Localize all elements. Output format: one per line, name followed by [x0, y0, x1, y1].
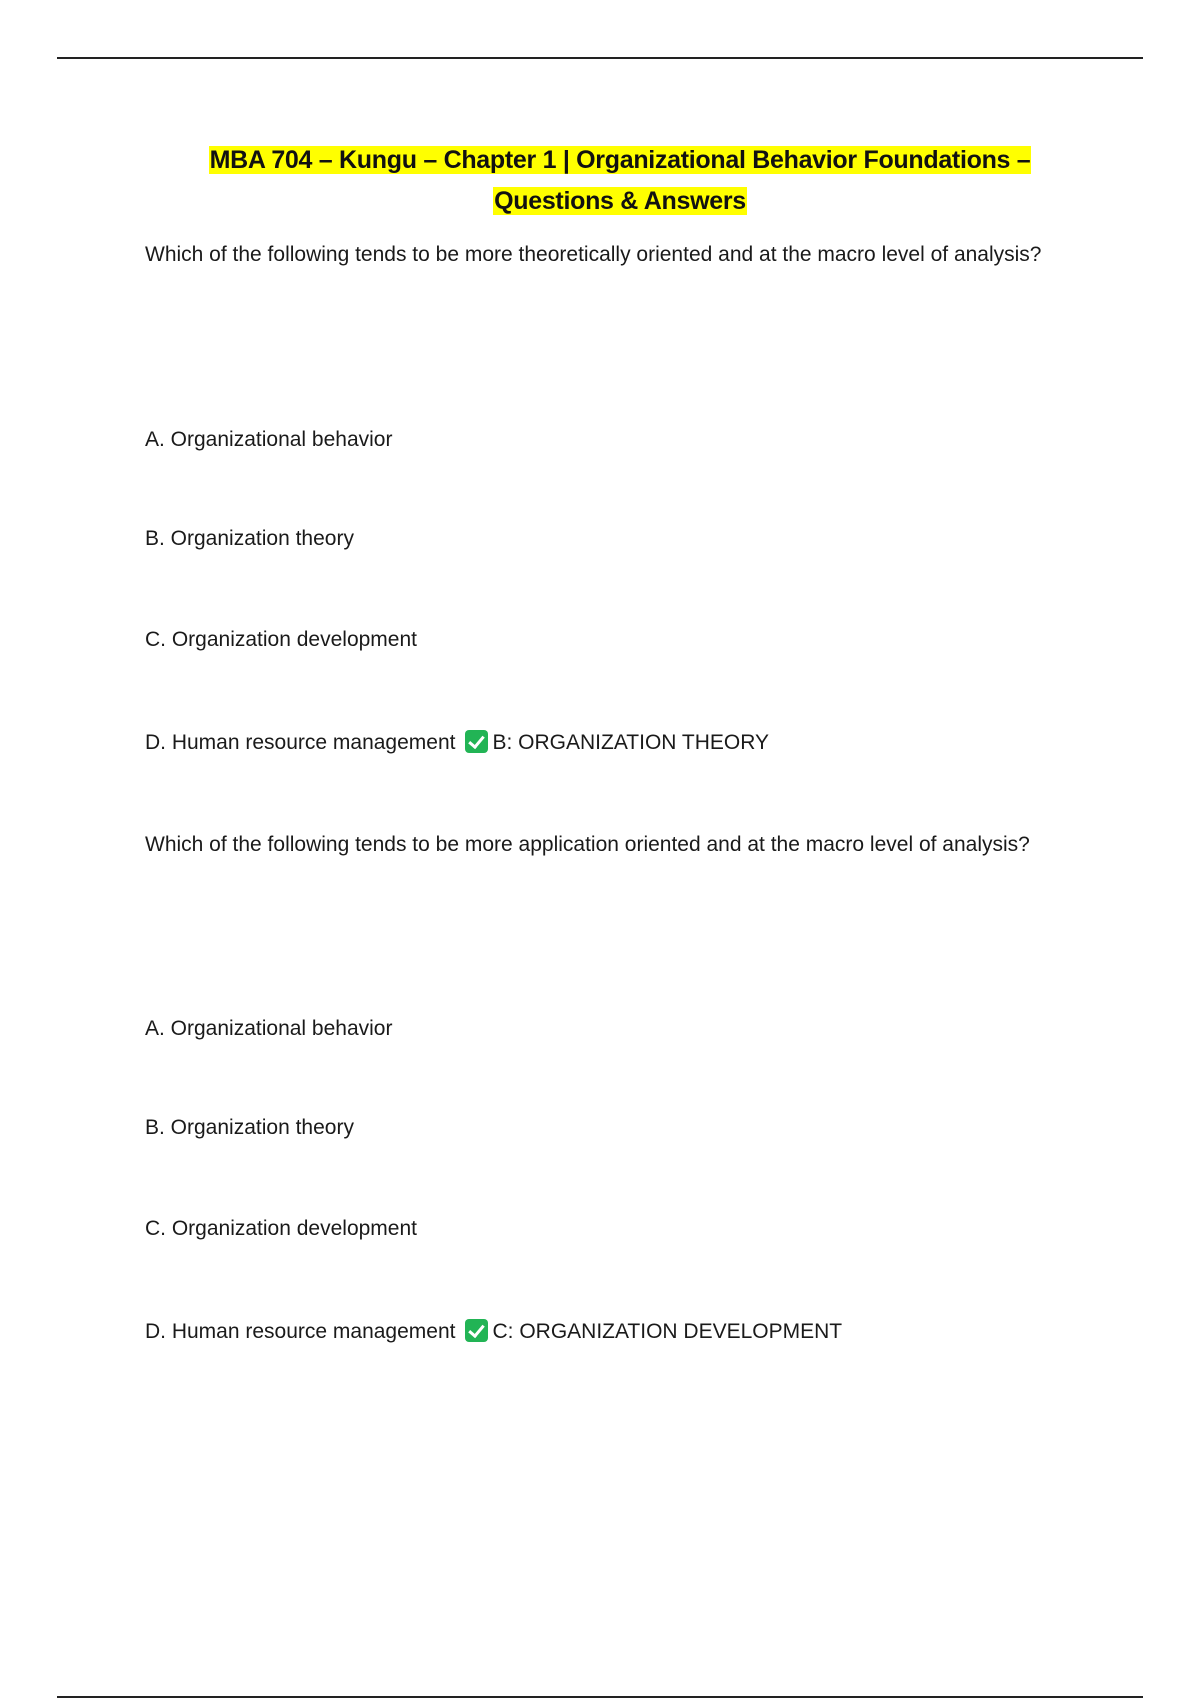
question-1-option-d-row — [145, 728, 769, 758]
question-2-option-a: A. Organizational behavior — [145, 1017, 393, 1040]
top-rule — [57, 57, 1143, 59]
title-line-2: Questions & Answers — [494, 187, 746, 215]
bottom-rule — [57, 1696, 1143, 1698]
document-title — [145, 140, 1095, 222]
question-1-option-a: A. Organizational behavior — [145, 428, 393, 451]
question-1-answer: B: ORGANIZATION THEORY — [492, 731, 770, 754]
question-2-option-b: B. Organization theory — [145, 1116, 354, 1139]
question-2-option-d-row — [145, 1317, 842, 1347]
question-2-answer: C: ORGANIZATION DEVELOPMENT — [492, 1320, 843, 1343]
question-1-option-b: B. Organization theory — [145, 527, 354, 550]
question-1-text: Which of the following tends to be more theoretically oriented and at the macro level of analysis? — [145, 243, 1042, 266]
question-1-option-d: D. Human resource management — [145, 731, 456, 754]
question-1-option-c: C. Organization development — [145, 628, 417, 651]
check-mark-icon — [465, 730, 488, 753]
question-2-option-c: C. Organization development — [145, 1217, 417, 1240]
check-mark-icon — [465, 1319, 488, 1342]
title-line-1: MBA 704 – Kungu – Chapter 1 | Organizational Behavior Foundations – — [209, 146, 1031, 174]
question-2-option-d: D. Human resource management — [145, 1320, 456, 1343]
question-2-text: Which of the following tends to be more application oriented and at the macro level of analysis? — [145, 833, 1030, 856]
